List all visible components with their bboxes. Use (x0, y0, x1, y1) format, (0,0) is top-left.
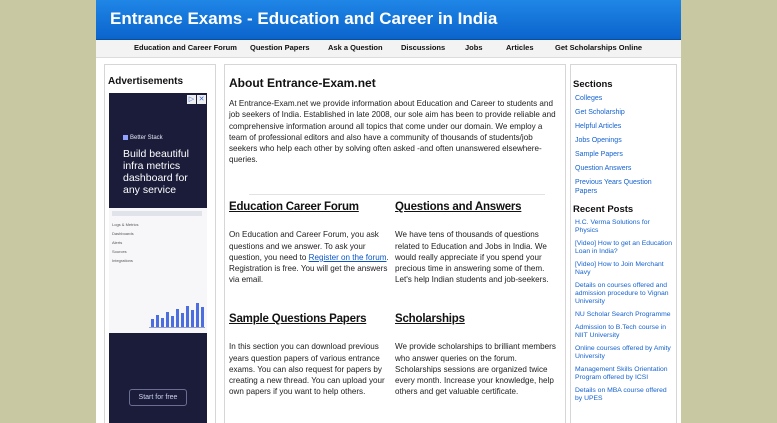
about-heading: About Entrance-Exam.net (229, 76, 376, 90)
main-content (224, 64, 566, 423)
qa-card (395, 202, 557, 286)
qa-card-text: We have tens of thousands of questions related to Education and Jobs in India. We would really appreciate if you spend your precious time in answering some of them. Let's help Indian students and job-seekers. (395, 230, 549, 285)
register-forum-link[interactable]: Register on the forum (308, 252, 387, 262)
advertisements-heading: Advertisements (108, 76, 184, 87)
forum-card-title[interactable]: Education Career Forum (229, 201, 359, 213)
papers-card-title[interactable]: Sample Questions Papers (229, 313, 367, 325)
recent-post-link[interactable]: [Video] How to Join Merchant Navy (575, 261, 664, 276)
site-title[interactable]: Entrance Exams - Education and Career in India (110, 9, 498, 28)
recent-post-link[interactable]: Online courses offered by Amity University (575, 345, 671, 360)
ad-dashboard-toolbar (112, 211, 202, 216)
forum-card-text-before-link: On Education and Career Forum, you ask questions and we answer. To ask your question, you need to (229, 230, 379, 262)
section-link[interactable]: Question Answers (575, 165, 632, 172)
ad-dashboard-menu (112, 220, 142, 265)
nav-get-scholarships-online[interactable]: Get Scholarships Online (555, 43, 643, 52)
ad-menu-item: Integrations (112, 258, 133, 263)
section-divider (249, 194, 545, 195)
sections-heading: Sections (573, 79, 613, 90)
ad-menu-item: Dashboards (112, 231, 134, 236)
ad-dashboard-image (109, 208, 207, 333)
nav-education-career-forum[interactable]: Education and Career Forum (134, 43, 237, 52)
recent-post-link[interactable]: [Video] How to get an Education Loan in India? (575, 240, 672, 255)
section-link[interactable]: Get Scholarship (575, 109, 625, 116)
ad-info-icon[interactable]: ▷ (188, 96, 195, 103)
advertisement-banner[interactable] (109, 93, 207, 423)
page (96, 0, 681, 423)
forum-card-text-after-link: . Registration is free. You will get the answers via email. (229, 252, 389, 285)
section-link[interactable]: Helpful Articles (575, 123, 622, 130)
papers-card (229, 314, 391, 398)
recent-post-link[interactable]: NU Scholar Search Programme (575, 311, 671, 318)
nav-jobs[interactable]: Jobs (465, 43, 483, 52)
recent-posts-list (575, 219, 675, 408)
ad-menu-item: Logs & Metrics (112, 222, 139, 227)
recent-post-link[interactable]: Admission to B.Tech course in NIIT University (575, 324, 667, 339)
ad-bar-chart-graphic (149, 298, 205, 328)
site-banner (96, 0, 681, 40)
sections-list (575, 94, 675, 201)
recent-post-link[interactable]: Details on courses offered and admission procedure to Vignan University (575, 282, 669, 305)
recent-post-link[interactable]: Management Skills Orientation Program offered by ICSI (575, 366, 668, 381)
papers-card-text: In this section you can download previous years question papers of various entrance exams. You can also request for papers by creating a new thread. You can upload your own papers if you want to help others. (229, 342, 385, 397)
qa-card-title[interactable]: Questions and Answers (395, 201, 522, 213)
ad-logo-icon (123, 135, 128, 140)
scholarships-card (395, 314, 557, 398)
main-nav (96, 40, 681, 58)
nav-question-papers[interactable]: Question Papers (250, 43, 310, 52)
ad-menu-item: Alerts (112, 240, 123, 245)
about-text: At Entrance-Exam.net we provide information about Education and Career to students and job seekers of India. Established in late 2008, our sole aim has been to provide reliable and comprehensive information around all topics that come under our domain. We employ a team of professional editors and also have a community of thousands of students/job seekers who help each other by solving often asked -and often unanswered elsewhere- queries. (229, 99, 556, 165)
ad-close-icon[interactable]: ✕ (198, 96, 205, 103)
sidebar-right (570, 64, 677, 423)
nav-discussions[interactable]: Discussions (401, 43, 446, 52)
advertisements-column (104, 64, 216, 423)
ad-headline: Build beautiful infra metrics dashboard for any service (123, 148, 189, 196)
section-link[interactable]: Previous Years Question Papers (575, 179, 652, 195)
section-link[interactable]: Jobs Openings (575, 137, 622, 144)
ad-brand-name: Better Stack (130, 135, 163, 142)
recent-post-link[interactable]: H.C. Verma Solutions for Physics (575, 219, 650, 234)
ad-brand (123, 135, 163, 141)
ad-menu-item: Sources (112, 249, 127, 254)
recent-posts-heading: Recent Posts (573, 204, 634, 215)
ad-start-for-free-button[interactable]: Start for free (129, 389, 187, 406)
recent-post-link[interactable]: Details on MBA course offered by UPES (575, 387, 667, 402)
scholarships-card-title[interactable]: Scholarships (395, 313, 465, 325)
section-link[interactable]: Sample Papers (575, 151, 623, 158)
nav-ask-a-question[interactable]: Ask a Question (328, 43, 383, 52)
section-link[interactable]: Colleges (575, 95, 603, 102)
scholarships-card-text: We provide scholarships to brilliant members who answer queries on the forum. Scholarships sessions are organized twice every month. Increase your knowledge, help others and get valuable certificate. (395, 342, 556, 397)
nav-articles[interactable]: Articles (506, 43, 534, 52)
forum-card (229, 202, 391, 286)
forum-card-text (229, 229, 391, 285)
